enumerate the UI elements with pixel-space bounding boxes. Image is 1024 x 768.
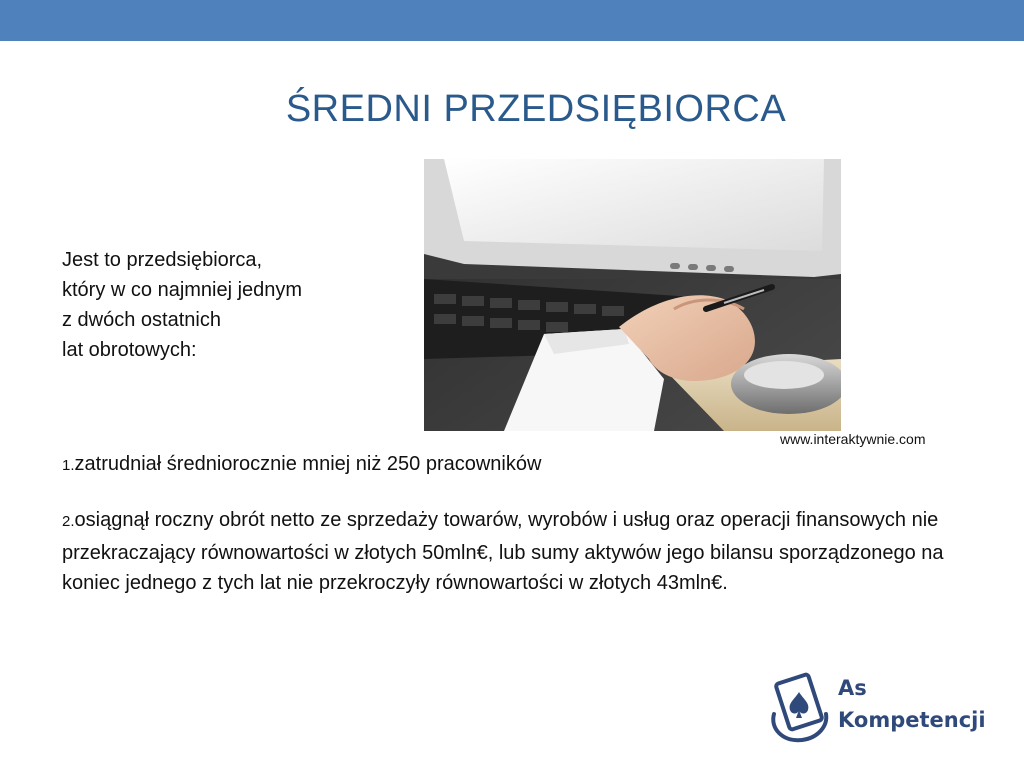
logo-line-1: As: [838, 676, 867, 700]
item-number: 2.: [62, 513, 75, 530]
intro-line-4: lat obrotowych:: [62, 339, 197, 361]
logo-line-2: Kompetencji: [838, 708, 986, 732]
item-text: zatrudniał średniorocznie mniej niż 250 pracowników: [74, 453, 542, 475]
item-number: 1.: [62, 457, 75, 474]
intro-text: [62, 245, 392, 365]
top-bar: [0, 0, 1024, 41]
logo: [768, 668, 998, 746]
intro-line-3: z dwóch ostatnich: [62, 309, 221, 331]
spade-card-icon: [768, 670, 832, 744]
image-source-credit: www.interaktywnie.com: [780, 431, 926, 447]
list-item: [62, 450, 962, 480]
list-item: [62, 505, 962, 599]
slide-title: ŚREDNI PRZEDSIĘBIORCA: [285, 88, 787, 130]
item-text: osiągnął roczny obrót netto ze sprzedaży towarów, wyrobów i usług oraz operacji finansowych nie przekraczający równowartości w złotych 50mln€, lub sumy aktywów jego bilansu sporządzonego na koniec jednego z tych lat nie przekroczyły równowartości w złotych 43mln€.: [62, 509, 944, 594]
intro-line-2: który w co najmniej jednym: [62, 279, 303, 301]
hand-writing-at-computer-photo: [424, 159, 841, 431]
intro-line-1: Jest to przedsiębiorca,: [62, 249, 263, 271]
